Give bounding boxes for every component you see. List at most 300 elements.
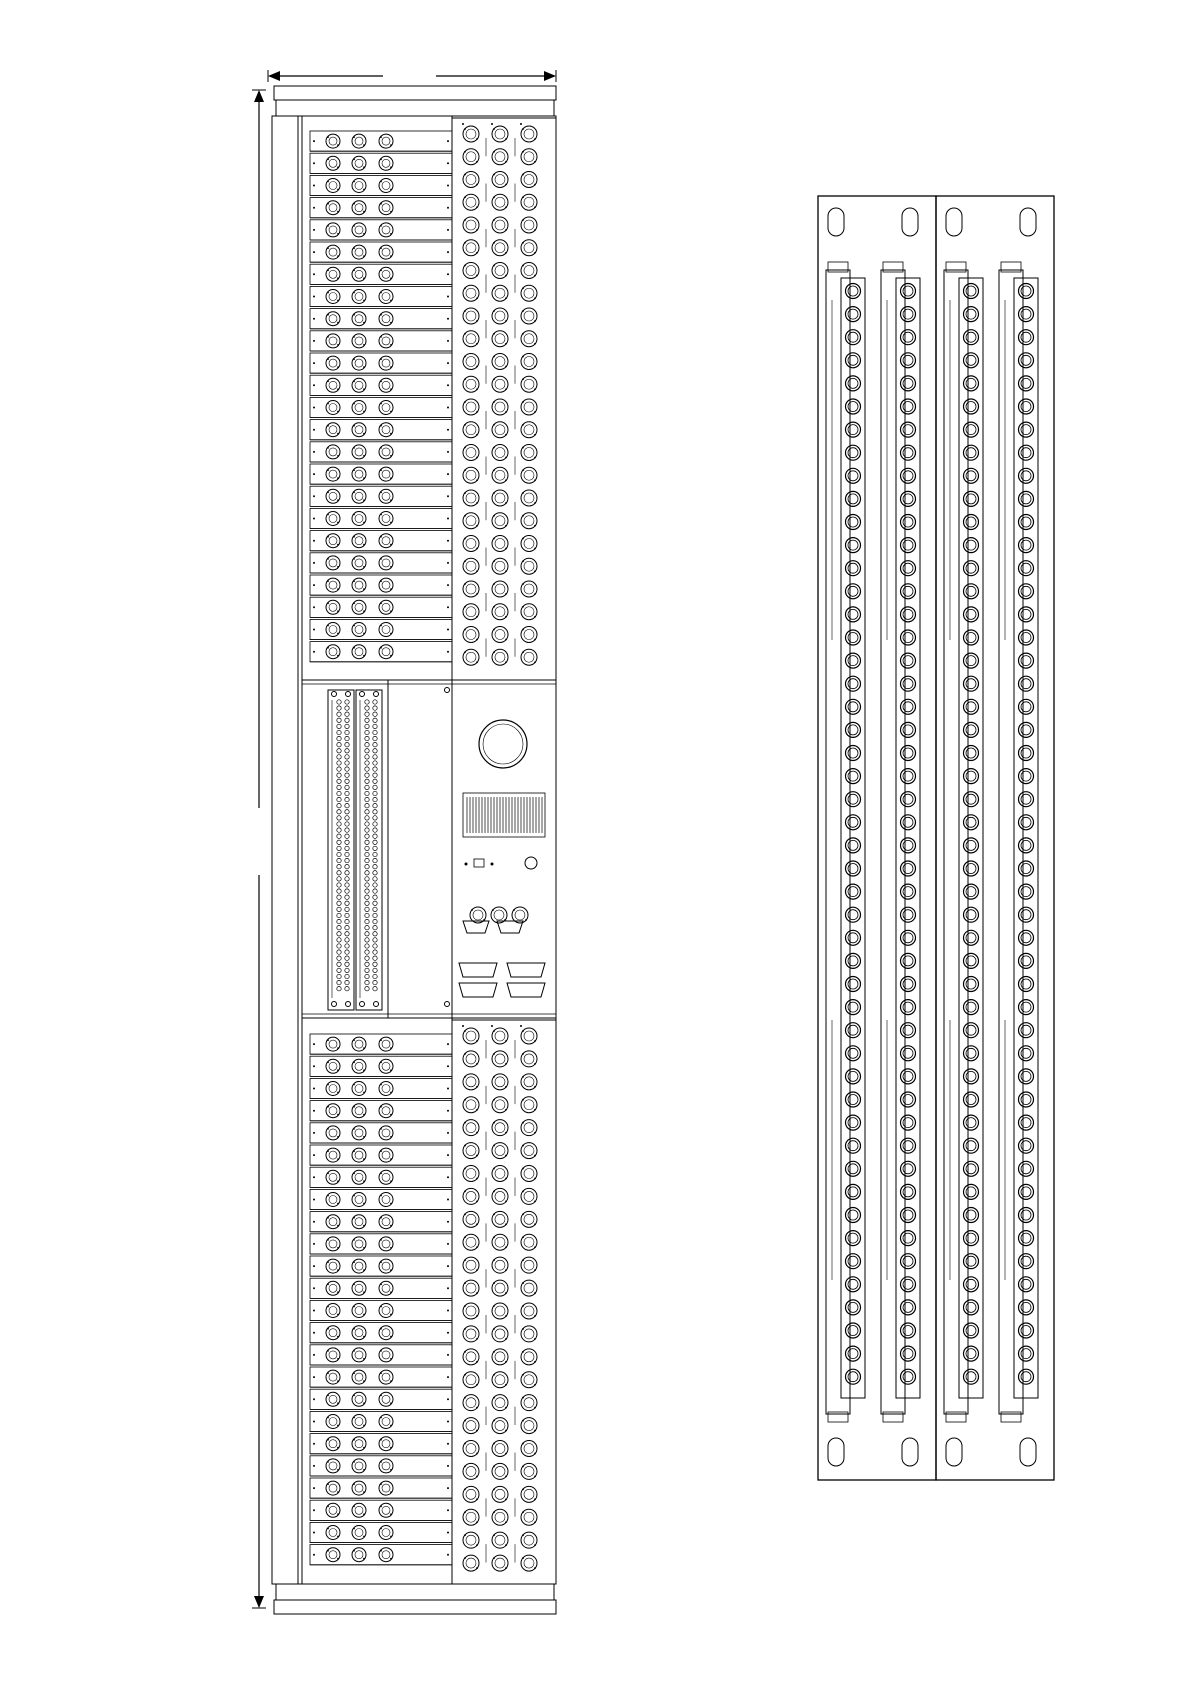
xlr-connector bbox=[521, 649, 537, 665]
channel-strip-row bbox=[310, 1167, 452, 1187]
xlr-connector bbox=[463, 445, 479, 461]
xlr-connector bbox=[326, 445, 340, 459]
xlr-connector bbox=[492, 263, 508, 279]
channel-strip-row bbox=[310, 1522, 452, 1542]
xlr-connector bbox=[352, 578, 366, 592]
xlr-connector bbox=[352, 489, 366, 503]
xlr-connector bbox=[326, 401, 340, 415]
xlr-connector bbox=[379, 156, 393, 170]
xlr-connector bbox=[379, 1126, 393, 1140]
xlr-connector bbox=[463, 649, 479, 665]
xlr-connector bbox=[379, 578, 393, 592]
xlr-connector bbox=[379, 645, 393, 659]
xlr-connector bbox=[326, 578, 340, 592]
xlr-connector bbox=[521, 172, 537, 188]
xlr-connector bbox=[352, 401, 366, 415]
xlr-connector bbox=[352, 1237, 366, 1251]
xlr-connector bbox=[326, 600, 340, 614]
xlr-connector bbox=[521, 1280, 537, 1296]
xlr-connector bbox=[352, 1082, 366, 1096]
channel-strip-row bbox=[310, 286, 452, 306]
xlr-connector bbox=[492, 194, 508, 210]
xlr-connector bbox=[379, 423, 393, 437]
channel-strip-row bbox=[310, 309, 452, 329]
xlr-connector bbox=[379, 401, 393, 415]
xlr-connector bbox=[326, 156, 340, 170]
xlr-connector bbox=[492, 240, 508, 256]
xlr-connector bbox=[463, 1509, 479, 1525]
channel-strip-row bbox=[310, 1101, 452, 1121]
xlr-connector bbox=[492, 1166, 508, 1182]
xlr-connector bbox=[326, 267, 340, 281]
bottom-rail-inner bbox=[276, 1584, 554, 1600]
xlr-connector bbox=[492, 1395, 508, 1411]
xlr-connector bbox=[521, 1326, 537, 1342]
xlr-connector bbox=[379, 489, 393, 503]
xlr-connector bbox=[379, 556, 393, 570]
top-rail-inner bbox=[276, 100, 554, 116]
xlr-connector bbox=[463, 331, 479, 347]
channel-strip-row bbox=[310, 331, 452, 351]
xlr-connector bbox=[463, 194, 479, 210]
xlr-connector bbox=[521, 1234, 537, 1250]
xlr-connector bbox=[379, 1526, 393, 1540]
xlr-connector bbox=[463, 1532, 479, 1548]
xlr-connector bbox=[521, 1074, 537, 1090]
xlr-connector bbox=[352, 512, 366, 526]
xlr-connector bbox=[352, 378, 366, 392]
xlr-connector bbox=[521, 1486, 537, 1502]
xlr-connector bbox=[379, 267, 393, 281]
xlr-connector bbox=[352, 245, 366, 259]
xlr-connector bbox=[379, 1104, 393, 1118]
xlr-connector bbox=[492, 1120, 508, 1136]
channel-strip-row bbox=[310, 575, 452, 595]
channel-strip-row bbox=[310, 420, 452, 440]
xlr-connector bbox=[352, 312, 366, 326]
xlr-connector bbox=[379, 1193, 393, 1207]
switch-icon bbox=[474, 859, 484, 867]
xlr-connector bbox=[492, 467, 508, 483]
xlr-connector bbox=[326, 1170, 340, 1184]
xlr-connector bbox=[379, 534, 393, 548]
xlr-connector bbox=[326, 1037, 340, 1051]
xlr-connector bbox=[463, 1441, 479, 1457]
xlr-connector bbox=[521, 627, 537, 643]
xlr-connector bbox=[492, 445, 508, 461]
xlr-connector bbox=[463, 1028, 479, 1044]
xlr-connector bbox=[352, 645, 366, 659]
channel-strip-row bbox=[310, 242, 452, 262]
channel-strip-row bbox=[310, 597, 452, 617]
channel-strip-row bbox=[310, 486, 452, 506]
channel-strip-row bbox=[310, 1123, 452, 1143]
xlr-connector bbox=[492, 1532, 508, 1548]
xlr-connector bbox=[463, 1097, 479, 1113]
channel-strip-row bbox=[310, 1212, 452, 1232]
xlr-connector bbox=[326, 489, 340, 503]
xlr-connector bbox=[521, 240, 537, 256]
xlr-connector bbox=[379, 512, 393, 526]
xlr-connector bbox=[379, 134, 393, 148]
xlr-connector bbox=[521, 558, 537, 574]
xlr-connector bbox=[492, 1234, 508, 1250]
xlr-connector bbox=[521, 399, 537, 415]
xlr-connector bbox=[492, 399, 508, 415]
channel-strip-row bbox=[310, 1389, 452, 1409]
xlr-connector bbox=[352, 267, 366, 281]
xlr-connector bbox=[521, 1188, 537, 1204]
xlr-connector bbox=[379, 179, 393, 193]
xlr-connector bbox=[492, 1143, 508, 1159]
xlr-connector bbox=[463, 1211, 479, 1227]
xlr-connector bbox=[521, 1028, 537, 1044]
xlr-connector bbox=[463, 149, 479, 165]
xlr-connector bbox=[521, 604, 537, 620]
xlr-connector bbox=[521, 1051, 537, 1067]
xlr-connector bbox=[463, 1257, 479, 1273]
patchbay-insert bbox=[356, 690, 382, 1010]
xlr-connector bbox=[326, 1526, 340, 1540]
channel-strip-row bbox=[310, 220, 452, 240]
xlr-connector bbox=[352, 290, 366, 304]
xlr-connector bbox=[463, 354, 479, 370]
xlr-connector bbox=[492, 1211, 508, 1227]
jack-column bbox=[841, 278, 865, 1398]
xlr-connector bbox=[492, 1509, 508, 1525]
xlr-connector bbox=[326, 1304, 340, 1318]
xlr-connector bbox=[463, 172, 479, 188]
mounting-slot bbox=[902, 1438, 918, 1466]
xlr-connector bbox=[326, 623, 340, 637]
xlr-connector bbox=[352, 1148, 366, 1162]
xlr-connector bbox=[379, 1082, 393, 1096]
xlr-connector bbox=[492, 1051, 508, 1067]
patchbay-panel bbox=[936, 196, 1054, 1480]
xlr-connector bbox=[463, 1395, 479, 1411]
xlr-connector bbox=[463, 1120, 479, 1136]
xlr-connector bbox=[379, 1304, 393, 1318]
console-rear-view bbox=[272, 86, 556, 1614]
xlr-connector bbox=[521, 445, 537, 461]
channel-strip-row bbox=[310, 1367, 452, 1387]
jack-column bbox=[896, 278, 920, 1398]
xlr-connector bbox=[326, 645, 340, 659]
top-rail bbox=[274, 86, 556, 100]
xlr-connector bbox=[352, 600, 366, 614]
xlr-connector bbox=[379, 245, 393, 259]
xlr-connector bbox=[352, 556, 366, 570]
xlr-connector bbox=[492, 627, 508, 643]
mounting-slot bbox=[828, 208, 844, 236]
xlr-connector bbox=[463, 1234, 479, 1250]
xlr-connector bbox=[492, 1028, 508, 1044]
xlr-connector bbox=[521, 536, 537, 552]
xlr-connector bbox=[326, 1259, 340, 1273]
channel-strip-row bbox=[310, 264, 452, 284]
xlr-connector bbox=[521, 581, 537, 597]
xlr-connector bbox=[326, 556, 340, 570]
xlr-connector bbox=[492, 1463, 508, 1479]
channel-strip-row bbox=[310, 1345, 452, 1365]
xlr-connector bbox=[463, 1418, 479, 1434]
height-dimension bbox=[252, 90, 266, 1608]
xlr-connector bbox=[352, 1304, 366, 1318]
xlr-connector bbox=[463, 1349, 479, 1365]
xlr-connector bbox=[379, 1370, 393, 1384]
xlr-connector bbox=[463, 558, 479, 574]
xlr-connector bbox=[326, 334, 340, 348]
xlr-connector bbox=[379, 1237, 393, 1251]
xlr-connector bbox=[379, 1415, 393, 1429]
xlr-connector bbox=[521, 354, 537, 370]
channel-strip-row bbox=[310, 1278, 452, 1298]
xlr-connector bbox=[492, 1188, 508, 1204]
mounting-slot bbox=[902, 208, 918, 236]
xlr-connector bbox=[492, 1303, 508, 1319]
xlr-connector bbox=[326, 423, 340, 437]
xlr-connector bbox=[492, 1486, 508, 1502]
xlr-connector bbox=[492, 558, 508, 574]
xlr-connector bbox=[326, 134, 340, 148]
xlr-connector bbox=[379, 378, 393, 392]
xlr-connector bbox=[521, 308, 537, 324]
xlr-connector bbox=[463, 1303, 479, 1319]
xlr-connector bbox=[379, 201, 393, 215]
channel-strip-row bbox=[310, 1300, 452, 1320]
channel-strip-row bbox=[310, 619, 452, 639]
xlr-connector bbox=[521, 1441, 537, 1457]
console-body bbox=[272, 116, 556, 1584]
xlr-connector bbox=[379, 1259, 393, 1273]
xlr-connector bbox=[521, 263, 537, 279]
xlr-connector bbox=[352, 1215, 366, 1229]
xlr-connector bbox=[379, 356, 393, 370]
xlr-connector bbox=[521, 513, 537, 529]
xlr-connector bbox=[492, 581, 508, 597]
xlr-connector bbox=[463, 627, 479, 643]
xlr-connector bbox=[352, 1526, 366, 1540]
channel-strip-row bbox=[310, 508, 452, 528]
channel-strip-row bbox=[310, 1145, 452, 1165]
xlr-connector bbox=[326, 1126, 340, 1140]
xlr-connector bbox=[379, 223, 393, 237]
xlr-connector bbox=[352, 179, 366, 193]
xlr-connector bbox=[352, 1126, 366, 1140]
dsub-connector bbox=[459, 983, 497, 997]
xlr-connector bbox=[352, 1459, 366, 1473]
patchbay-panel bbox=[818, 196, 936, 1480]
xlr-connector bbox=[379, 1437, 393, 1451]
xlr-connector bbox=[463, 1372, 479, 1388]
channel-strip-row bbox=[310, 198, 452, 218]
patchbay-insert bbox=[328, 690, 354, 1010]
xlr-connector bbox=[492, 149, 508, 165]
xlr-connector bbox=[379, 1481, 393, 1495]
xlr-connector bbox=[521, 1120, 537, 1136]
xlr-connector bbox=[379, 445, 393, 459]
blank-panel bbox=[388, 680, 452, 1018]
channel-strip-row bbox=[310, 1256, 452, 1276]
xlr-connector bbox=[352, 534, 366, 548]
xlr-connector bbox=[521, 422, 537, 438]
xlr-connector bbox=[326, 201, 340, 215]
xlr-connector bbox=[463, 422, 479, 438]
channel-strip-row bbox=[310, 642, 452, 662]
xlr-connector bbox=[352, 623, 366, 637]
xlr-connector bbox=[521, 1555, 537, 1571]
xlr-connector bbox=[463, 604, 479, 620]
xlr-connector bbox=[492, 536, 508, 552]
xlr-connector bbox=[463, 1188, 479, 1204]
xlr-connector bbox=[326, 1503, 340, 1517]
xlr-connector bbox=[379, 1281, 393, 1295]
xlr-connector bbox=[492, 604, 508, 620]
xlr-connector bbox=[352, 356, 366, 370]
xlr-connector bbox=[326, 1059, 340, 1073]
xlr-connector bbox=[463, 1051, 479, 1067]
channel-strip-row bbox=[310, 1078, 452, 1098]
xlr-connector bbox=[521, 1211, 537, 1227]
xlr-connector bbox=[463, 513, 479, 529]
xlr-connector bbox=[521, 126, 537, 142]
xlr-connector bbox=[379, 1392, 393, 1406]
channel-strip-row bbox=[310, 353, 452, 373]
channel-strip-row bbox=[310, 1456, 452, 1476]
xlr-connector bbox=[463, 126, 479, 142]
xlr-connector bbox=[326, 1459, 340, 1473]
xlr-connector bbox=[326, 378, 340, 392]
channel-strip-row bbox=[310, 375, 452, 395]
xlr-connector bbox=[492, 331, 508, 347]
xlr-connector bbox=[463, 263, 479, 279]
xlr-connector bbox=[463, 308, 479, 324]
xlr-connector bbox=[521, 1303, 537, 1319]
xlr-connector bbox=[463, 1143, 479, 1159]
xlr-connector bbox=[463, 399, 479, 415]
channel-strip-row bbox=[310, 531, 452, 551]
xlr-connector bbox=[326, 223, 340, 237]
xlr-connector bbox=[352, 1392, 366, 1406]
xlr-connector bbox=[326, 1392, 340, 1406]
xlr-connector bbox=[326, 1548, 340, 1562]
xlr-connector bbox=[326, 1104, 340, 1118]
xlr-block bbox=[452, 1020, 556, 1571]
xlr-connector bbox=[326, 512, 340, 526]
xlr-connector bbox=[463, 376, 479, 392]
xlr-connector bbox=[521, 285, 537, 301]
xlr-connector bbox=[352, 1037, 366, 1051]
dsub-connector bbox=[459, 963, 497, 977]
xlr-connector bbox=[326, 1215, 340, 1229]
jack-column bbox=[1014, 278, 1038, 1398]
xlr-connector bbox=[463, 1326, 479, 1342]
channel-strip-row bbox=[310, 1478, 452, 1498]
xlr-connector bbox=[521, 1349, 537, 1365]
xlr-connector bbox=[492, 1280, 508, 1296]
xlr-connector bbox=[352, 1326, 366, 1340]
xlr-connector bbox=[352, 423, 366, 437]
xlr-connector bbox=[463, 581, 479, 597]
bottom-rail bbox=[274, 1600, 556, 1614]
xlr-connector bbox=[492, 1257, 508, 1273]
xlr-connector bbox=[352, 1193, 366, 1207]
xlr-connector bbox=[379, 623, 393, 637]
xlr-connector bbox=[326, 1082, 340, 1096]
xlr-connector bbox=[379, 467, 393, 481]
mounting-slot bbox=[1020, 1438, 1036, 1466]
xlr-connector bbox=[521, 194, 537, 210]
channel-strip-row bbox=[310, 1056, 452, 1076]
xlr-connector bbox=[352, 223, 366, 237]
xlr-connector bbox=[463, 285, 479, 301]
xlr-connector bbox=[521, 217, 537, 233]
mounting-slot bbox=[828, 1438, 844, 1466]
xlr-connector bbox=[352, 201, 366, 215]
xlr-connector bbox=[379, 312, 393, 326]
xlr-connector bbox=[352, 1548, 366, 1562]
xlr-connector bbox=[352, 1281, 366, 1295]
xlr-connector bbox=[463, 1166, 479, 1182]
xlr-connector bbox=[326, 179, 340, 193]
channel-strip-row bbox=[310, 1234, 452, 1254]
channel-strip-row bbox=[310, 1545, 452, 1565]
xlr-connector bbox=[463, 1486, 479, 1502]
channel-strip-row bbox=[310, 553, 452, 573]
xlr-connector bbox=[463, 490, 479, 506]
xlr-connector bbox=[352, 1503, 366, 1517]
xlr-connector bbox=[352, 1104, 366, 1118]
xlr-connector bbox=[379, 1459, 393, 1473]
xlr-connector bbox=[492, 422, 508, 438]
xlr-connector bbox=[326, 1415, 340, 1429]
width-dimension bbox=[268, 70, 556, 82]
xlr-connector bbox=[521, 1509, 537, 1525]
mounting-slot bbox=[946, 1438, 962, 1466]
xlr-connector bbox=[379, 600, 393, 614]
xlr-connector bbox=[463, 1463, 479, 1479]
xlr-connector bbox=[492, 354, 508, 370]
xlr-connector bbox=[492, 513, 508, 529]
xlr-connector bbox=[492, 649, 508, 665]
xlr-connector bbox=[379, 1037, 393, 1051]
xlr-connector bbox=[326, 245, 340, 259]
xlr-connector bbox=[521, 1463, 537, 1479]
xlr-connector bbox=[492, 217, 508, 233]
xlr-connector bbox=[521, 1143, 537, 1159]
xlr-connector bbox=[492, 490, 508, 506]
xlr-connector bbox=[352, 467, 366, 481]
channel-strip-row bbox=[310, 397, 452, 417]
xlr-connector bbox=[352, 134, 366, 148]
xlr-connector bbox=[521, 1418, 537, 1434]
xlr-connector bbox=[352, 1259, 366, 1273]
xlr-connector bbox=[492, 308, 508, 324]
fan-icon bbox=[479, 720, 527, 768]
xlr-connector bbox=[379, 1326, 393, 1340]
xlr-connector bbox=[521, 149, 537, 165]
xlr-connector bbox=[521, 376, 537, 392]
xlr-connector bbox=[379, 1170, 393, 1184]
xlr-connector bbox=[463, 1555, 479, 1571]
xlr-connector bbox=[352, 445, 366, 459]
xlr-connector bbox=[521, 1097, 537, 1113]
channel-strip-row bbox=[310, 1434, 452, 1454]
xlr-connector bbox=[326, 356, 340, 370]
xlr-connector bbox=[326, 1148, 340, 1162]
xlr-connector bbox=[326, 1370, 340, 1384]
xlr-connector bbox=[492, 285, 508, 301]
